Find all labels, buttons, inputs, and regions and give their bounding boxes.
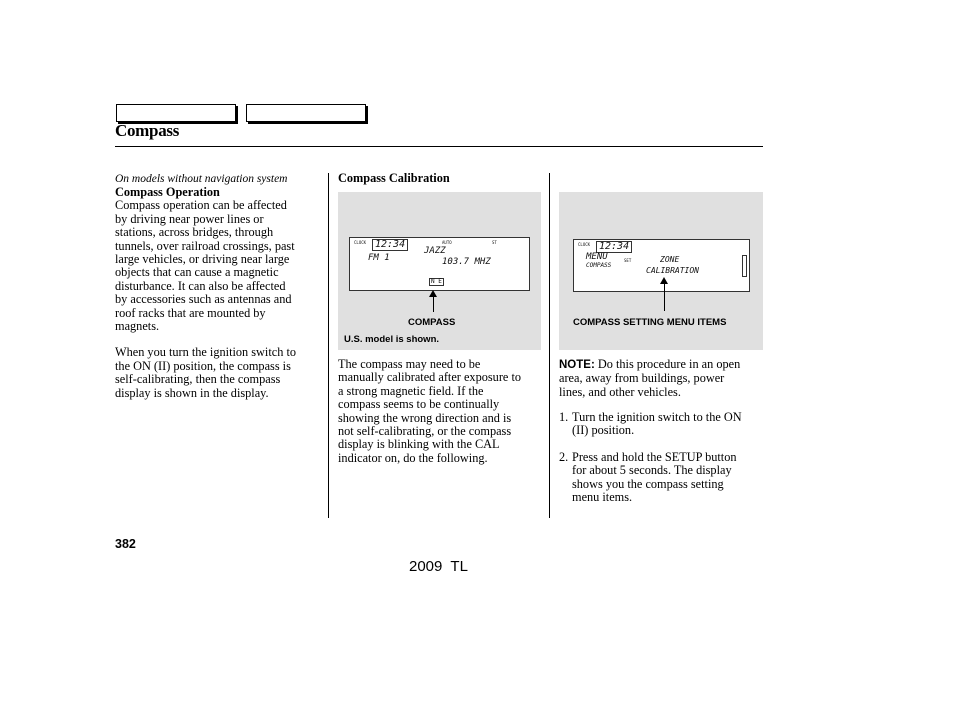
lcd-time: 12:34 (372, 239, 408, 251)
text-line: area, away from buildings, power (559, 371, 725, 386)
paragraph-ignition (115, 346, 325, 400)
header-tab-2 (246, 104, 366, 122)
text-line: (II) position. (572, 423, 635, 438)
pointer-line (433, 296, 434, 312)
page-title: Compass (115, 121, 180, 140)
step-number: 1. (559, 410, 569, 424)
section-heading-compass-calibration: Compass Calibration (338, 171, 450, 185)
pointer-line (664, 283, 665, 311)
models-note: On models without navigation system (115, 173, 288, 185)
lcd-scroll-bar-icon (742, 255, 747, 277)
text-line: Turn the ignition switch to the ON (572, 410, 742, 424)
note-label: NOTE: (559, 359, 595, 371)
column-divider-2 (549, 173, 550, 518)
text-line: Compass operation can be affected (115, 198, 287, 213)
lcd-menu: MENU (586, 252, 608, 262)
lcd-display (349, 237, 530, 291)
figure-note-us-model: U.S. model is shown. (344, 334, 440, 345)
lcd-band: FM 1 (368, 253, 390, 263)
figure-compass-display (338, 192, 541, 350)
lcd-station: JAZZ (424, 246, 446, 256)
left-column (115, 172, 325, 400)
text-line: tunnels, over railroad crossings, past (115, 238, 295, 253)
text-line: by accessories such as antennas and (115, 292, 292, 307)
page-number: 382 (115, 537, 136, 551)
text-line: disturbance. It can also be affected (115, 278, 286, 293)
text-line: display is blinking with the CAL (338, 437, 500, 452)
lcd-set: SET (624, 258, 632, 263)
text-line: manually calibrated after exposure to (338, 370, 522, 385)
lcd-menu-item-calibration: CALIBRATION (646, 266, 699, 275)
text-line: showing the wrong direction and is (338, 410, 512, 425)
text-line: magnets. (115, 319, 160, 334)
text-line: the ON (II) position, the compass is (115, 358, 291, 373)
text-line: Press and hold the SETUP button (572, 449, 737, 464)
section-heading-compass-operation: Compass Operation (115, 185, 220, 199)
text-line: roof racks that are mounted by (115, 305, 266, 320)
lcd-frequency: 103.7 MHZ (442, 257, 491, 267)
text-line: objects that can cause a magnetic (115, 265, 279, 280)
steps-list (559, 411, 764, 504)
lcd-tag-auto: AUTO (442, 240, 452, 245)
procedure-steps (559, 411, 764, 517)
lcd-compass-label: COMPASS (586, 262, 612, 269)
lcd-time: 12:34 (596, 241, 632, 253)
text-line: display is shown in the display. (115, 385, 269, 400)
text-line: large vehicles, or driving near large (115, 252, 290, 267)
footer-model: 2009 TL (409, 558, 468, 575)
lcd-clock-tag: CLOCK (578, 242, 591, 247)
note-block (559, 358, 764, 399)
text-line: compass seems to be continually (338, 397, 500, 412)
paragraph-calibration (338, 358, 546, 465)
text-line: not self-calibrating, or the compass (338, 424, 512, 439)
note-line (559, 358, 764, 372)
column-divider-1 (328, 173, 329, 518)
figure-compass-setting-menu (559, 192, 763, 350)
text-line: self-calibrating, then the compass (115, 372, 281, 387)
header-tab-1 (116, 104, 236, 122)
step-number: 2. (559, 449, 569, 464)
title-rule (115, 146, 763, 147)
lcd-compass-value: N E (431, 278, 442, 285)
paragraph-operation (115, 199, 325, 333)
lcd-display-menu (573, 239, 750, 292)
text-line: shows you the compass setting (572, 476, 724, 491)
text-line: lines, and other vehicles. (559, 384, 681, 399)
text-line: indicator on, do the following. (338, 450, 488, 465)
text-line: for about 5 seconds. The display (572, 463, 732, 478)
step-item (559, 411, 764, 438)
text-line: stations, across bridges, through (115, 225, 274, 240)
figure-caption-menu-items: COMPASS SETTING MENU ITEMS (573, 317, 727, 328)
lcd-clock-tag: CLOCK (354, 240, 367, 245)
figure-caption-compass: COMPASS (408, 317, 456, 328)
text-line: Do this procedure in an open (594, 357, 741, 371)
text-line: The compass may need to be (338, 357, 481, 371)
text-line: by driving near power lines or (115, 211, 264, 226)
text-line: a strong magnetic field. If the (338, 383, 484, 398)
text-line: menu items. (572, 490, 633, 505)
lcd-tag-st: ST (492, 240, 497, 245)
lcd-menu-item-zone: ZONE (660, 255, 680, 264)
step-item (559, 451, 764, 505)
text-line: When you turn the ignition switch to (115, 345, 297, 360)
